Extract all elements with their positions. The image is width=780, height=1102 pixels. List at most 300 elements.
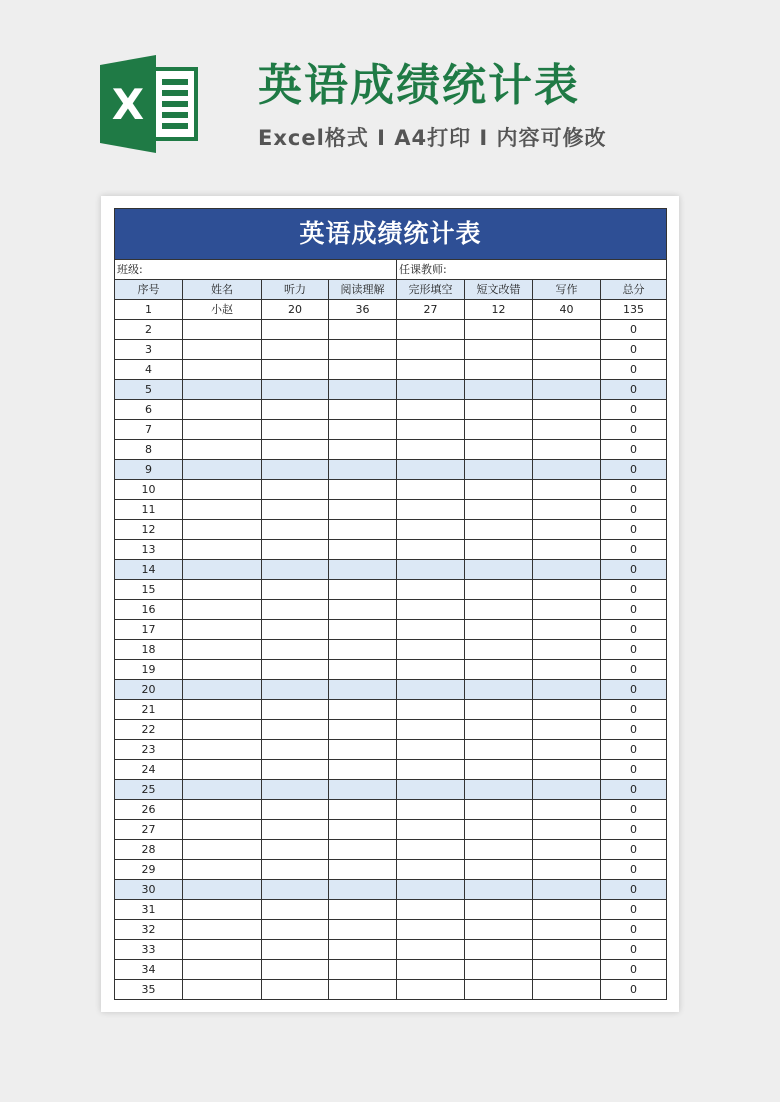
cell-listening[interactable] [262,400,329,420]
cell-listening[interactable] [262,640,329,660]
cell-correction[interactable] [465,500,533,520]
cell-listening[interactable] [262,620,329,640]
cell-total[interactable]: 0 [601,500,667,520]
cell-reading[interactable] [329,840,397,860]
cell-index[interactable]: 32 [115,920,183,940]
cell-writing[interactable] [533,700,601,720]
cell-index[interactable]: 26 [115,800,183,820]
cell-reading[interactable] [329,440,397,460]
cell-total[interactable]: 0 [601,720,667,740]
cell-total[interactable]: 0 [601,800,667,820]
cell-cloze[interactable] [397,580,465,600]
cell-reading[interactable] [329,880,397,900]
cell-listening[interactable] [262,320,329,340]
cell-name[interactable] [183,680,262,700]
cell-correction[interactable] [465,340,533,360]
cell-cloze[interactable] [397,920,465,940]
cell-name[interactable] [183,360,262,380]
cell-name[interactable] [183,720,262,740]
cell-reading[interactable] [329,360,397,380]
cell-listening[interactable] [262,560,329,580]
cell-index[interactable]: 18 [115,640,183,660]
table-row [115,600,667,620]
cell-cloze[interactable] [397,840,465,860]
cell-writing[interactable] [533,460,601,480]
cell-listening[interactable] [262,740,329,760]
cell-total[interactable]: 0 [601,460,667,480]
cell-listening[interactable] [262,860,329,880]
cell-total[interactable]: 0 [601,840,667,860]
cell-name[interactable] [183,620,262,640]
cell-name[interactable] [183,540,262,560]
header-cell-cloze[interactable]: 完形填空 [397,280,465,300]
cell-correction[interactable] [465,520,533,540]
cell-cloze[interactable] [397,760,465,780]
cell-name[interactable] [183,800,262,820]
cell-listening[interactable] [262,700,329,720]
table-row [115,740,667,760]
table-title-row [115,209,667,260]
cell-listening[interactable] [262,980,329,1000]
cell-cloze[interactable] [397,340,465,360]
table-row [115,380,667,400]
table-title[interactable]: 英语成绩统计表 [115,209,667,260]
cell-total[interactable]: 0 [601,480,667,500]
cell-index[interactable]: 6 [115,400,183,420]
cell-name[interactable] [183,420,262,440]
cell-index[interactable]: 7 [115,420,183,440]
cell-total[interactable]: 0 [601,860,667,880]
cell-reading[interactable] [329,460,397,480]
cell-correction[interactable] [465,820,533,840]
cell-index[interactable]: 15 [115,580,183,600]
cell-name[interactable] [183,520,262,540]
cell-name[interactable] [183,440,262,460]
cell-cloze[interactable] [397,400,465,420]
cell-reading[interactable] [329,580,397,600]
cell-listening[interactable]: 20 [262,300,329,320]
cell-writing[interactable] [533,560,601,580]
cell-name[interactable] [183,740,262,760]
cell-reading[interactable] [329,600,397,620]
cell-correction[interactable] [465,940,533,960]
cell-total[interactable]: 0 [601,880,667,900]
cell-name[interactable] [183,960,262,980]
cell-correction[interactable] [465,880,533,900]
cell-reading[interactable] [329,720,397,740]
cell-cloze[interactable] [397,780,465,800]
cell-writing[interactable] [533,440,601,460]
cell-name[interactable] [183,480,262,500]
header-cell-writing[interactable]: 写作 [533,280,601,300]
cell-name[interactable] [183,460,262,480]
cell-listening[interactable] [262,780,329,800]
cell-listening[interactable] [262,520,329,540]
cell-index[interactable]: 23 [115,740,183,760]
cell-writing[interactable] [533,980,601,1000]
cell-correction[interactable] [465,980,533,1000]
cell-index[interactable]: 20 [115,680,183,700]
cell-correction[interactable] [465,640,533,660]
cell-reading[interactable] [329,340,397,360]
cell-correction[interactable] [465,600,533,620]
cell-reading[interactable] [329,380,397,400]
cell-writing[interactable] [533,640,601,660]
cell-writing[interactable] [533,920,601,940]
cell-name[interactable] [183,940,262,960]
cell-writing[interactable] [533,760,601,780]
cell-cloze[interactable] [397,940,465,960]
table-row [115,720,667,740]
cell-cloze[interactable] [397,560,465,580]
cell-total[interactable]: 0 [601,900,667,920]
cell-reading[interactable]: 36 [329,300,397,320]
cell-listening[interactable] [262,440,329,460]
cell-correction[interactable] [465,780,533,800]
cell-writing[interactable] [533,900,601,920]
cell-name[interactable] [183,500,262,520]
table-row [115,300,667,320]
cell-correction[interactable] [465,740,533,760]
cell-writing[interactable] [533,620,601,640]
cell-listening[interactable] [262,900,329,920]
cell-index[interactable]: 21 [115,700,183,720]
cell-writing[interactable] [533,940,601,960]
cell-index[interactable]: 29 [115,860,183,880]
cell-name[interactable] [183,840,262,860]
cell-correction[interactable] [465,580,533,600]
cell-writing[interactable] [533,860,601,880]
cell-writing[interactable] [533,820,601,840]
cell-writing[interactable] [533,800,601,820]
cell-correction[interactable] [465,420,533,440]
cell-listening[interactable] [262,800,329,820]
cell-cloze[interactable] [397,660,465,680]
cell-correction[interactable] [465,400,533,420]
cell-index[interactable]: 10 [115,480,183,500]
cell-correction[interactable] [465,900,533,920]
cell-writing[interactable] [533,780,601,800]
header-cell-listening[interactable]: 听力 [262,280,329,300]
cell-writing[interactable] [533,840,601,860]
cell-index[interactable]: 11 [115,500,183,520]
cell-listening[interactable] [262,880,329,900]
cell-reading[interactable] [329,740,397,760]
cell-reading[interactable] [329,640,397,660]
class-label-cell[interactable]: 班级: [115,260,397,280]
cell-name[interactable] [183,900,262,920]
cell-reading[interactable] [329,320,397,340]
cell-cloze[interactable] [397,720,465,740]
cell-total[interactable]: 0 [601,980,667,1000]
cell-cloze[interactable] [397,700,465,720]
cell-index[interactable]: 17 [115,620,183,640]
cell-cloze[interactable] [397,620,465,640]
cell-cloze[interactable] [397,960,465,980]
cell-name[interactable] [183,580,262,600]
cell-cloze[interactable] [397,440,465,460]
cell-total[interactable]: 0 [601,660,667,680]
cell-index[interactable]: 12 [115,520,183,540]
cell-correction[interactable] [465,440,533,460]
cell-writing[interactable] [533,540,601,560]
cell-correction[interactable] [465,540,533,560]
cell-correction[interactable]: 12 [465,300,533,320]
cell-reading[interactable] [329,800,397,820]
cell-total[interactable]: 0 [601,760,667,780]
cell-writing[interactable] [533,740,601,760]
cell-index[interactable]: 34 [115,960,183,980]
cell-name[interactable] [183,980,262,1000]
cell-listening[interactable] [262,500,329,520]
cell-listening[interactable] [262,920,329,940]
cell-writing[interactable] [533,520,601,540]
cell-listening[interactable] [262,420,329,440]
cell-name[interactable] [183,760,262,780]
cell-reading[interactable] [329,620,397,640]
cell-cloze[interactable] [397,880,465,900]
cell-correction[interactable] [465,380,533,400]
cell-writing[interactable]: 40 [533,300,601,320]
cell-total[interactable]: 0 [601,600,667,620]
cell-index[interactable]: 25 [115,780,183,800]
cell-total[interactable]: 0 [601,360,667,380]
cell-index[interactable]: 13 [115,540,183,560]
cell-cloze[interactable] [397,520,465,540]
header-cell-reading[interactable]: 阅读理解 [329,280,397,300]
cell-index[interactable]: 1 [115,300,183,320]
cell-name[interactable]: 小赵 [183,300,262,320]
cell-total[interactable]: 0 [601,320,667,340]
cell-index[interactable]: 3 [115,340,183,360]
cell-listening[interactable] [262,680,329,700]
cell-reading[interactable] [329,540,397,560]
cell-writing[interactable] [533,660,601,680]
cell-total[interactable]: 0 [601,560,667,580]
cell-reading[interactable] [329,760,397,780]
cell-listening[interactable] [262,760,329,780]
cell-cloze[interactable] [397,740,465,760]
cell-reading[interactable] [329,480,397,500]
cell-writing[interactable] [533,400,601,420]
cell-name[interactable] [183,660,262,680]
cell-name[interactable] [183,600,262,620]
cell-total[interactable]: 0 [601,420,667,440]
cell-cloze[interactable] [397,320,465,340]
cell-cloze[interactable] [397,600,465,620]
cell-reading[interactable] [329,900,397,920]
cell-listening[interactable] [262,600,329,620]
cell-index[interactable]: 24 [115,760,183,780]
cell-cloze[interactable] [397,460,465,480]
cell-index[interactable]: 35 [115,980,183,1000]
cell-name[interactable] [183,640,262,660]
cell-total[interactable]: 0 [601,780,667,800]
cell-name[interactable] [183,340,262,360]
cell-total[interactable]: 0 [601,940,667,960]
cell-listening[interactable] [262,940,329,960]
cell-name[interactable] [183,320,262,340]
cell-name[interactable] [183,400,262,420]
cell-index[interactable]: 16 [115,600,183,620]
cell-reading[interactable] [329,940,397,960]
cell-name[interactable] [183,860,262,880]
cell-cloze[interactable] [397,640,465,660]
cell-total[interactable]: 0 [601,680,667,700]
cell-cloze[interactable] [397,800,465,820]
cell-writing[interactable] [533,360,601,380]
cell-reading[interactable] [329,960,397,980]
cell-correction[interactable] [465,720,533,740]
cell-writing[interactable] [533,500,601,520]
cell-correction[interactable] [465,320,533,340]
cell-reading[interactable] [329,680,397,700]
header-cell-name[interactable]: 姓名 [183,280,262,300]
cell-listening[interactable] [262,380,329,400]
cell-reading[interactable] [329,860,397,880]
banner-title: 英语成绩统计表 [258,60,580,111]
cell-total[interactable]: 0 [601,340,667,360]
cell-listening[interactable] [262,540,329,560]
cell-index[interactable]: 30 [115,880,183,900]
cell-total[interactable]: 0 [601,700,667,720]
cell-listening[interactable] [262,340,329,360]
cell-total[interactable]: 0 [601,620,667,640]
cell-index[interactable]: 31 [115,900,183,920]
cell-reading[interactable] [329,520,397,540]
cell-writing[interactable] [533,680,601,700]
cell-total[interactable]: 0 [601,400,667,420]
cell-index[interactable]: 33 [115,940,183,960]
cell-correction[interactable] [465,840,533,860]
cell-reading[interactable] [329,920,397,940]
cell-total[interactable]: 0 [601,440,667,460]
cell-writing[interactable] [533,600,601,620]
cell-cloze[interactable] [397,500,465,520]
cell-index[interactable]: 19 [115,660,183,680]
cell-writing[interactable] [533,380,601,400]
cell-index[interactable]: 9 [115,460,183,480]
cell-writing[interactable] [533,880,601,900]
cell-correction[interactable] [465,700,533,720]
cell-cloze[interactable] [397,360,465,380]
cell-total[interactable]: 0 [601,520,667,540]
cell-total[interactable]: 0 [601,580,667,600]
header-cell-correction[interactable]: 短文改错 [465,280,533,300]
cell-writing[interactable] [533,420,601,440]
cell-correction[interactable] [465,920,533,940]
cell-writing[interactable] [533,480,601,500]
cell-correction[interactable] [465,960,533,980]
cell-cloze[interactable] [397,480,465,500]
cell-correction[interactable] [465,680,533,700]
cell-listening[interactable] [262,840,329,860]
cell-index[interactable]: 27 [115,820,183,840]
cell-writing[interactable] [533,320,601,340]
cell-reading[interactable] [329,500,397,520]
cell-listening[interactable] [262,580,329,600]
cell-total[interactable]: 0 [601,960,667,980]
cell-listening[interactable] [262,460,329,480]
cell-cloze[interactable] [397,680,465,700]
cell-index[interactable]: 28 [115,840,183,860]
cell-total[interactable]: 0 [601,540,667,560]
cell-listening[interactable] [262,820,329,840]
cell-correction[interactable] [465,800,533,820]
header-cell-total[interactable]: 总分 [601,280,667,300]
cell-name[interactable] [183,380,262,400]
cell-reading[interactable] [329,420,397,440]
cell-writing[interactable] [533,340,601,360]
cell-index[interactable]: 5 [115,380,183,400]
cell-listening[interactable] [262,360,329,380]
cell-cloze[interactable] [397,420,465,440]
header-cell-index[interactable]: 序号 [115,280,183,300]
cell-listening[interactable] [262,960,329,980]
cell-correction[interactable] [465,620,533,640]
cell-correction[interactable] [465,860,533,880]
cell-name[interactable] [183,560,262,580]
cell-reading[interactable] [329,560,397,580]
cell-total[interactable]: 135 [601,300,667,320]
cell-cloze[interactable] [397,380,465,400]
cell-name[interactable] [183,820,262,840]
cell-cloze[interactable] [397,980,465,1000]
cell-writing[interactable] [533,580,601,600]
header-row [115,280,667,300]
cell-cloze[interactable] [397,860,465,880]
cell-writing[interactable] [533,720,601,740]
table-row [115,800,667,820]
cell-reading[interactable] [329,700,397,720]
cell-writing[interactable] [533,960,601,980]
cell-index[interactable]: 4 [115,360,183,380]
cell-reading[interactable] [329,980,397,1000]
cell-index[interactable]: 8 [115,440,183,460]
cell-total[interactable]: 0 [601,640,667,660]
cell-cloze[interactable] [397,540,465,560]
cell-name[interactable] [183,880,262,900]
cell-reading[interactable] [329,400,397,420]
cell-cloze[interactable] [397,900,465,920]
cell-correction[interactable] [465,760,533,780]
cell-total[interactable]: 0 [601,920,667,940]
cell-reading[interactable] [329,660,397,680]
cell-correction[interactable] [465,480,533,500]
cell-total[interactable]: 0 [601,740,667,760]
cell-correction[interactable] [465,660,533,680]
cell-index[interactable]: 14 [115,560,183,580]
cell-correction[interactable] [465,360,533,380]
cell-listening[interactable] [262,480,329,500]
cell-listening[interactable] [262,660,329,680]
cell-reading[interactable] [329,820,397,840]
cell-listening[interactable] [262,720,329,740]
cell-cloze[interactable] [397,820,465,840]
cell-total[interactable]: 0 [601,820,667,840]
cell-total[interactable]: 0 [601,380,667,400]
cell-name[interactable] [183,920,262,940]
cell-name[interactable] [183,700,262,720]
cell-cloze[interactable]: 27 [397,300,465,320]
cell-name[interactable] [183,780,262,800]
cell-correction[interactable] [465,560,533,580]
cell-index[interactable]: 2 [115,320,183,340]
teacher-label-cell[interactable]: 任课教师: [397,260,667,280]
cell-reading[interactable] [329,780,397,800]
cell-correction[interactable] [465,460,533,480]
cell-index[interactable]: 22 [115,720,183,740]
